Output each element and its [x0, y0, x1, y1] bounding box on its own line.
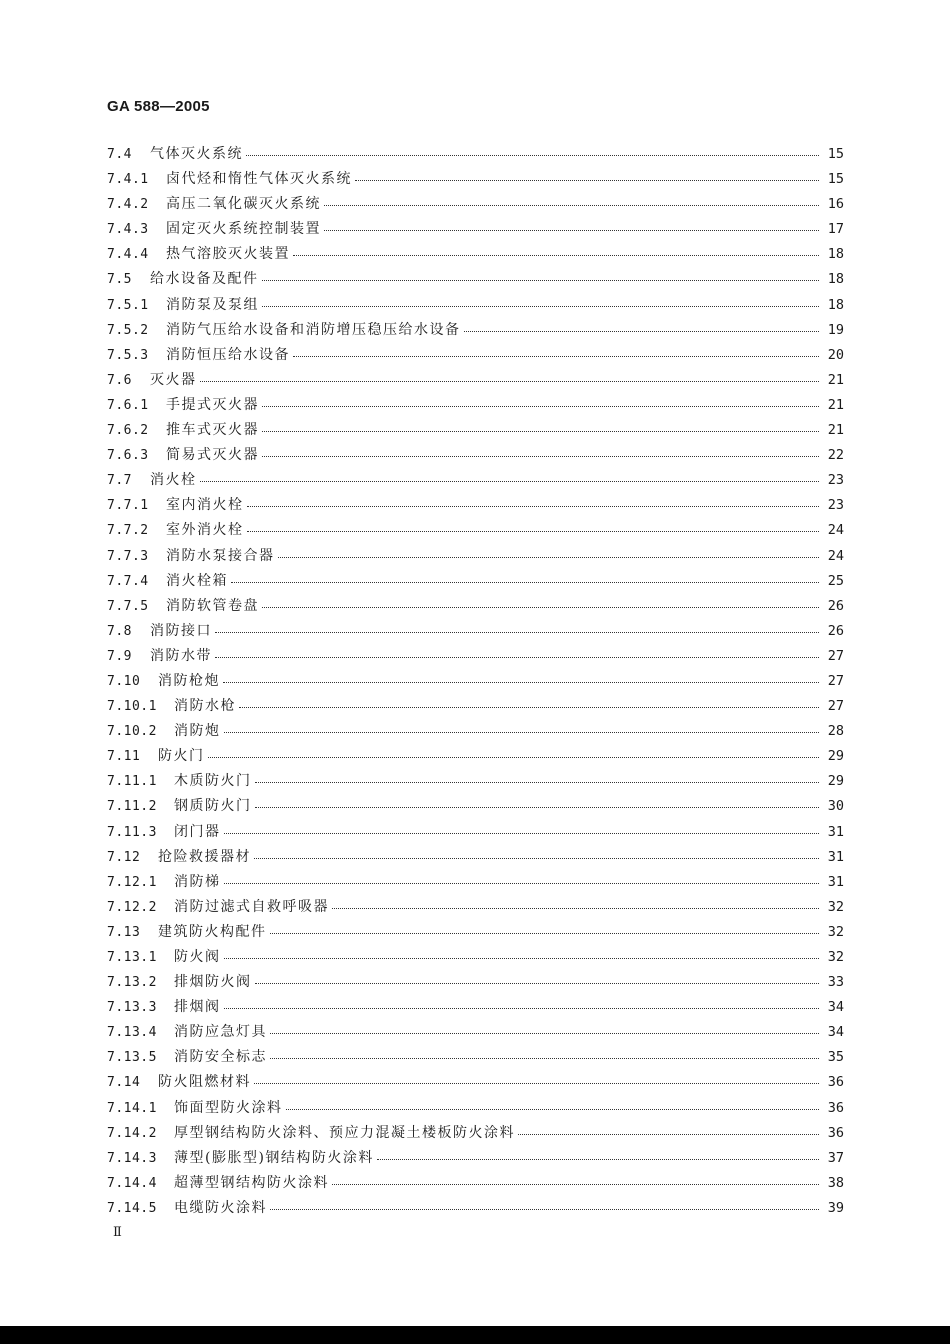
toc-entry-title: 高压二氧化碳灭火系统 [166, 196, 321, 213]
toc-entry-title: 排烟防火阀 [174, 974, 252, 991]
toc-entry[interactable] [107, 443, 844, 468]
toc-entry[interactable] [107, 995, 844, 1020]
toc-entry[interactable] [107, 744, 844, 769]
toc-entry-title: 防火门 [158, 748, 205, 765]
toc-entry[interactable] [107, 544, 844, 569]
toc-entry-page: 36 [827, 1099, 844, 1116]
toc-entry-page: 21 [827, 422, 844, 439]
toc-entry-page: 38 [827, 1174, 844, 1191]
toc-dot-leader [255, 771, 820, 785]
toc-entry-title: 消防过滤式自救呼吸器 [174, 898, 329, 915]
toc-entry-page: 24 [827, 522, 844, 539]
toc-entry[interactable] [107, 393, 844, 418]
toc-entry-number: 7.12.2 [107, 899, 157, 915]
toc-dot-leader [355, 169, 819, 183]
toc-dot-leader [270, 1047, 819, 1061]
toc-entry-title: 超薄型钢结构防火涂料 [174, 1174, 329, 1191]
toc-entry-page: 21 [827, 396, 844, 413]
toc-entry[interactable] [107, 1121, 844, 1146]
toc-entry-page: 27 [827, 647, 844, 664]
toc-entry-number: 7.7.2 [107, 523, 149, 539]
toc-entry-page: 17 [827, 221, 844, 238]
toc-dot-leader [270, 1198, 819, 1212]
toc-entry-page: 18 [827, 271, 844, 288]
toc-entry-number: 7.4.4 [107, 247, 149, 263]
toc-entry-title: 简易式灭火器 [166, 447, 259, 464]
toc-entry-title: 消防应急灯具 [174, 1024, 267, 1041]
toc-entry-number: 7.4.1 [107, 172, 149, 188]
toc-entry-number: 7.14.2 [107, 1125, 157, 1141]
toc-entry[interactable] [107, 945, 844, 970]
table-of-contents [107, 142, 844, 1221]
toc-entry-page: 29 [827, 748, 844, 765]
toc-entry[interactable] [107, 267, 844, 292]
toc-entry-title: 气体灭火系统 [150, 146, 243, 162]
toc-dot-leader [262, 445, 819, 459]
toc-entry-title: 热气溶胶灭火装置 [166, 246, 290, 263]
toc-entry[interactable] [107, 569, 844, 594]
toc-entry-number: 7.7 [107, 473, 132, 489]
toc-entry[interactable] [107, 644, 844, 669]
toc-entry[interactable] [107, 619, 844, 644]
toc-entry-number: 7.7.4 [107, 573, 149, 589]
toc-dot-leader [200, 370, 820, 384]
toc-dot-leader [262, 420, 819, 434]
toc-entry-page: 32 [827, 949, 844, 965]
toc-entry-title: 闭门器 [174, 823, 221, 840]
toc-entry-title: 消防水带 [150, 647, 212, 664]
toc-dot-leader [231, 571, 819, 585]
toc-entry-number: 7.10.1 [107, 699, 157, 715]
toc-entry-title: 电缆防火涂料 [174, 1199, 267, 1216]
toc-entry-number: 7.13.3 [107, 1000, 157, 1016]
toc-entry-number: 7.13.5 [107, 1050, 157, 1066]
toc-entry-number: 7.14.4 [107, 1175, 157, 1191]
toc-entry[interactable] [107, 719, 844, 744]
toc-entry[interactable] [107, 669, 844, 694]
toc-entry-page: 31 [827, 873, 844, 890]
toc-entry-title: 推车式灭火器 [166, 422, 259, 439]
toc-entry-title: 建筑防火构配件 [158, 923, 267, 940]
toc-entry[interactable] [107, 1045, 844, 1070]
toc-dot-leader [332, 897, 819, 911]
toc-entry-page: 32 [827, 898, 844, 915]
toc-entry[interactable] [107, 820, 844, 845]
toc-entry-number: 7.4.2 [107, 197, 149, 213]
toc-dot-leader [254, 847, 819, 861]
toc-entry-title: 消防泵及泵组 [166, 296, 259, 313]
toc-entry[interactable] [107, 418, 844, 443]
toc-entry-title: 消防水泵接合器 [166, 547, 275, 564]
toc-entry-number: 7.11.3 [107, 824, 157, 840]
toc-entry-number: 7.5.2 [107, 322, 149, 338]
toc-entry-number: 7.6 [107, 372, 132, 388]
toc-entry-number: 7.12.1 [107, 874, 157, 890]
toc-entry[interactable] [107, 518, 844, 543]
toc-entry-title: 抢险救援器材 [158, 848, 251, 865]
toc-entry-page: 29 [827, 773, 844, 790]
toc-entry-title: 消防水枪 [174, 698, 236, 715]
toc-entry-page: 31 [827, 848, 844, 865]
toc-entry-number: 7.14.1 [107, 1100, 157, 1116]
toc-dot-leader [255, 796, 820, 810]
toc-entry[interactable] [107, 694, 844, 719]
toc-entry[interactable] [107, 594, 844, 619]
toc-entry-title: 消防枪炮 [158, 672, 220, 689]
toc-entry-page: 32 [827, 923, 844, 940]
bottom-border-bar [0, 1326, 950, 1344]
toc-entry-number: 7.14.3 [107, 1150, 157, 1166]
toc-entry[interactable] [107, 1020, 844, 1045]
toc-dot-leader [262, 596, 819, 610]
toc-entry-title: 消防接口 [150, 622, 212, 639]
toc-entry-page: 35 [827, 1049, 844, 1066]
toc-entry[interactable] [107, 468, 844, 493]
toc-dot-leader [215, 621, 819, 635]
toc-entry[interactable] [107, 1096, 844, 1121]
toc-entry-page: 28 [827, 723, 844, 740]
toc-dot-leader [239, 696, 819, 710]
toc-entry-page: 26 [827, 622, 844, 639]
toc-entry[interactable] [107, 343, 844, 368]
toc-dot-leader [208, 746, 820, 760]
toc-entry-title: 给水设备及配件 [150, 271, 259, 288]
toc-dot-leader [262, 269, 820, 283]
toc-entry-number: 7.11 [107, 749, 141, 765]
toc-entry-page: 15 [827, 171, 844, 188]
toc-entry-number: 7.12 [107, 849, 141, 865]
toc-entry[interactable] [107, 845, 844, 870]
toc-entry-page: 27 [827, 672, 844, 689]
toc-dot-leader [255, 972, 820, 986]
toc-entry-page: 34 [827, 999, 844, 1016]
toc-entry[interactable] [107, 970, 844, 995]
toc-entry-number: 7.5.3 [107, 347, 149, 363]
toc-entry[interactable] [107, 870, 844, 895]
toc-entry-page: 22 [827, 447, 844, 464]
toc-dot-leader [262, 395, 819, 409]
toc-entry[interactable] [107, 192, 844, 217]
toc-dot-leader [293, 244, 819, 258]
toc-entry-title: 防火阻燃材料 [158, 1074, 251, 1091]
toc-entry-title: 室内消火栓 [166, 497, 244, 514]
toc-entry-title: 手提式灭火器 [166, 396, 259, 413]
toc-entry-number: 7.6.3 [107, 448, 149, 464]
toc-entry[interactable] [107, 794, 844, 819]
toc-entry[interactable] [107, 293, 844, 318]
toc-entry-number: 7.8 [107, 623, 132, 639]
toc-entry[interactable] [107, 769, 844, 794]
toc-entry-title: 排烟阀 [174, 999, 221, 1016]
toc-dot-leader [278, 546, 820, 560]
toc-dot-leader [246, 144, 819, 158]
toc-entry-number: 7.6.2 [107, 423, 149, 439]
toc-entry-number: 7.5.1 [107, 297, 149, 313]
toc-entry-page: 36 [827, 1124, 844, 1141]
toc-entry-number: 7.4.3 [107, 222, 149, 238]
toc-entry[interactable] [107, 895, 844, 920]
toc-dot-leader [200, 470, 820, 484]
toc-dot-leader [518, 1123, 819, 1137]
toc-entry-title: 消火栓 [150, 472, 197, 489]
toc-entry-title: 钢质防火门 [174, 798, 252, 815]
toc-dot-leader [254, 1072, 819, 1086]
toc-entry-page: 18 [827, 246, 844, 263]
toc-entry[interactable] [107, 1146, 844, 1171]
toc-entry-page: 37 [827, 1149, 844, 1166]
toc-entry[interactable] [107, 493, 844, 518]
toc-entry-page: 39 [827, 1199, 844, 1216]
toc-entry-title: 消防梯 [174, 873, 221, 890]
toc-entry-page: 34 [827, 1024, 844, 1041]
toc-dot-leader [224, 997, 820, 1011]
toc-entry-number: 7.6.1 [107, 397, 149, 413]
toc-entry-number: 7.10.2 [107, 724, 157, 740]
toc-dot-leader [377, 1148, 819, 1162]
document-code: GA 588—2005 [107, 98, 210, 115]
toc-entry-title: 木质防火门 [174, 773, 252, 790]
toc-entry-title: 消防软管卷盘 [166, 597, 259, 614]
toc-entry-title: 薄型(膨胀型)钢结构防火涂料 [174, 1149, 374, 1166]
toc-entry-title: 消防炮 [174, 723, 221, 740]
toc-entry-title: 消防安全标志 [174, 1049, 267, 1066]
toc-entry-title: 消火栓箱 [166, 572, 228, 589]
toc-entry-number: 7.4 [107, 147, 132, 162]
toc-entry-page: 19 [827, 321, 844, 338]
toc-entry[interactable] [107, 142, 844, 167]
toc-entry-number: 7.7.1 [107, 498, 149, 514]
toc-entry-title: 饰面型防火涂料 [174, 1099, 283, 1116]
toc-entry-page: 27 [827, 698, 844, 715]
toc-entry-number: 7.11.1 [107, 774, 157, 790]
toc-entry-title: 灭火器 [150, 371, 197, 388]
toc-dot-leader [262, 295, 819, 309]
toc-entry-number: 7.11.2 [107, 799, 157, 815]
toc-entry-title: 消防气压给水设备和消防增压稳压给水设备 [166, 321, 461, 338]
toc-dot-leader [332, 1173, 819, 1187]
toc-entry[interactable] [107, 217, 844, 242]
toc-entry-number: 7.13 [107, 924, 141, 940]
toc-entry-number: 7.14 [107, 1075, 141, 1091]
toc-dot-leader [324, 219, 819, 233]
toc-entry[interactable] [107, 318, 844, 343]
toc-dot-leader [224, 947, 820, 961]
toc-entry-page: 20 [827, 346, 844, 363]
toc-entry-title: 防火阀 [174, 949, 221, 965]
toc-dot-leader [270, 1022, 819, 1036]
toc-dot-leader [464, 320, 820, 334]
toc-entry-number: 7.9 [107, 648, 132, 664]
toc-dot-leader [324, 194, 819, 208]
toc-dot-leader [224, 872, 820, 886]
toc-entry-number: 7.13.1 [107, 950, 157, 965]
toc-dot-leader [247, 520, 820, 534]
toc-entry-title: 厚型钢结构防火涂料、预应力混凝土楼板防火涂料 [174, 1124, 515, 1141]
toc-entry-title: 固定灭火系统控制装置 [166, 221, 321, 238]
toc-entry-number: 7.7.5 [107, 598, 149, 614]
toc-entry-page: 36 [827, 1074, 844, 1091]
toc-entry-page: 26 [827, 597, 844, 614]
toc-dot-leader [293, 345, 819, 359]
toc-entry[interactable] [107, 1070, 844, 1095]
toc-entry-number: 7.5 [107, 272, 132, 288]
toc-entry[interactable] [107, 1196, 844, 1221]
toc-dot-leader [247, 495, 820, 509]
toc-dot-leader [224, 721, 820, 735]
toc-entry-title: 消防恒压给水设备 [166, 346, 290, 363]
toc-entry-page: 18 [827, 296, 844, 313]
toc-entry-title: 室外消火栓 [166, 522, 244, 539]
toc-entry-page: 30 [827, 798, 844, 815]
toc-entry-page: 31 [827, 823, 844, 840]
toc-dot-leader [270, 922, 820, 936]
toc-entry-page: 25 [827, 572, 844, 589]
toc-dot-leader [215, 646, 819, 660]
toc-entry-number: 7.7.3 [107, 548, 149, 564]
toc-dot-leader [223, 671, 819, 685]
toc-dot-leader [286, 1098, 820, 1112]
toc-entry-number: 7.10 [107, 673, 141, 689]
toc-entry[interactable] [107, 920, 844, 945]
toc-entry[interactable] [107, 368, 844, 393]
toc-entry-page: 15 [827, 146, 844, 162]
toc-entry-page: 23 [827, 472, 844, 489]
toc-entry-number: 7.13.4 [107, 1025, 157, 1041]
toc-entry-page: 21 [827, 371, 844, 388]
toc-entry-page: 24 [827, 547, 844, 564]
toc-entry-page: 16 [827, 196, 844, 213]
toc-entry-title: 卤代烃和惰性气体灭火系统 [166, 171, 352, 188]
toc-entry[interactable] [107, 167, 844, 192]
toc-dot-leader [224, 822, 820, 836]
toc-entry-page: 33 [827, 974, 844, 991]
toc-entry[interactable] [107, 242, 844, 267]
toc-entry-number: 7.13.2 [107, 975, 157, 991]
toc-entry-page: 23 [827, 497, 844, 514]
page-number-roman: Ⅱ [113, 1225, 122, 1240]
toc-entry-number: 7.14.5 [107, 1200, 157, 1216]
toc-entry[interactable] [107, 1171, 844, 1196]
